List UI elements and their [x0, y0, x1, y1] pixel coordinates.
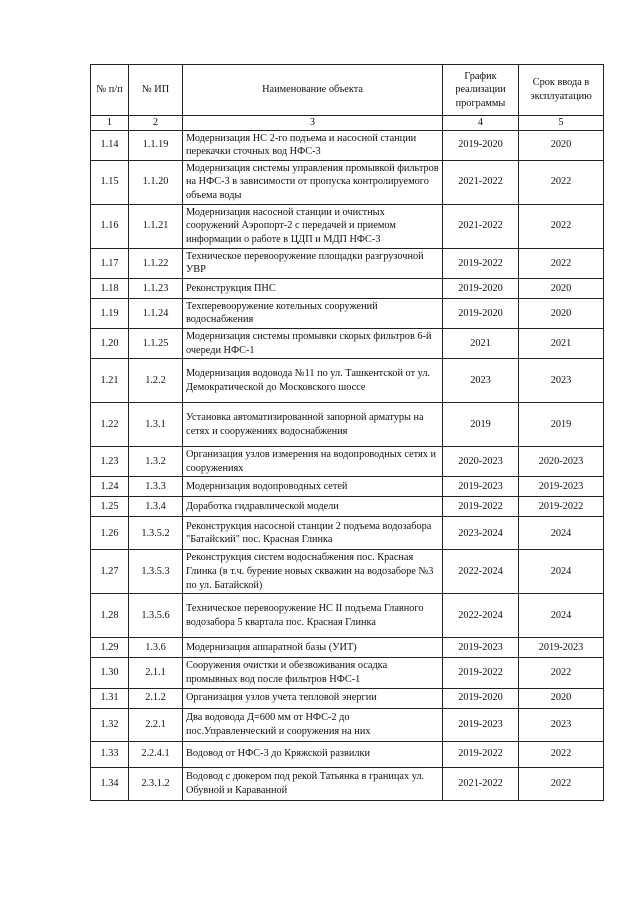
schedule-cell: 2019-2020 — [443, 688, 519, 708]
schedule-cell: 2019-2020 — [443, 298, 519, 328]
commissioning-cell: 2022 — [519, 160, 604, 204]
row-number-cell: 1.34 — [91, 767, 129, 800]
schedule-cell: 2019 — [443, 403, 519, 447]
object-name-cell: Техническое перевооружение площадки разгрузочной УВР — [183, 248, 443, 278]
commissioning-cell: 2024 — [519, 550, 604, 594]
table-row — [91, 550, 604, 594]
table-row — [91, 497, 604, 517]
header-cell-commissioning: Срок ввода в эксплуатацию — [519, 65, 604, 116]
table-row — [91, 298, 604, 328]
object-name-cell: Два водовода Д=600 мм от НФС-2 до пос.Управленческий и сооружения на них — [183, 708, 443, 741]
row-number-cell: 1.22 — [91, 403, 129, 447]
schedule-cell: 2022-2024 — [443, 594, 519, 638]
column-number: 3 — [183, 116, 443, 131]
ip-number-cell: 1.1.20 — [129, 160, 183, 204]
schedule-cell: 2019-2022 — [443, 741, 519, 767]
row-number-cell: 1.23 — [91, 447, 129, 477]
commissioning-cell: 2023 — [519, 708, 604, 741]
table-row — [91, 708, 604, 741]
row-number-cell: 1.30 — [91, 658, 129, 688]
row-number-cell: 1.20 — [91, 329, 129, 359]
header-row — [91, 65, 604, 116]
object-name-cell: Модернизация водопроводных сетей — [183, 477, 443, 497]
ip-number-cell: 1.1.21 — [129, 204, 183, 248]
object-name-cell: Организация узлов измерения на водопроводных сетях и сооружениях — [183, 447, 443, 477]
object-name-cell: Модернизация насосной станции и очистных сооружений Аэропорт-2 с передачей и приемом информации о работе в ЦДП и МДП НФС-3 — [183, 204, 443, 248]
object-name-cell: Организация узлов учета тепловой энергии — [183, 688, 443, 708]
schedule-cell: 2021-2022 — [443, 204, 519, 248]
schedule-cell: 2020-2023 — [443, 447, 519, 477]
table-row — [91, 741, 604, 767]
row-number-cell: 1.16 — [91, 204, 129, 248]
schedule-cell: 2019-2023 — [443, 708, 519, 741]
column-number: 5 — [519, 116, 604, 131]
commissioning-cell: 2024 — [519, 594, 604, 638]
schedule-cell: 2019-2022 — [443, 658, 519, 688]
row-number-cell: 1.26 — [91, 517, 129, 550]
row-number-cell: 1.31 — [91, 688, 129, 708]
schedule-cell: 2019-2023 — [443, 638, 519, 658]
ip-number-cell: 1.1.24 — [129, 298, 183, 328]
schedule-cell: 2023-2024 — [443, 517, 519, 550]
header-cell-number: № п/п — [91, 65, 129, 116]
table-row — [91, 688, 604, 708]
column-numbers-row — [91, 116, 604, 131]
ip-number-cell: 1.3.5.6 — [129, 594, 183, 638]
object-name-cell: Водовод с дюкером под рекой Татьянка в границах ул. Обувной и Караванной — [183, 767, 443, 800]
row-number-cell: 1.25 — [91, 497, 129, 517]
object-name-cell: Техперевооружение котельных сооружений водоснабжения — [183, 298, 443, 328]
ip-number-cell: 1.3.5.2 — [129, 517, 183, 550]
schedule-cell: 2021-2022 — [443, 767, 519, 800]
ip-number-cell: 1.1.25 — [129, 329, 183, 359]
row-number-cell: 1.15 — [91, 160, 129, 204]
table-row — [91, 329, 604, 359]
schedule-cell: 2021-2022 — [443, 160, 519, 204]
ip-number-cell: 2.1.1 — [129, 658, 183, 688]
ip-number-cell: 1.2.2 — [129, 359, 183, 403]
row-number-cell: 1.18 — [91, 278, 129, 298]
object-name-cell: Реконструкция ПНС — [183, 278, 443, 298]
table-row — [91, 638, 604, 658]
commissioning-cell: 2024 — [519, 517, 604, 550]
row-number-cell: 1.27 — [91, 550, 129, 594]
commissioning-cell: 2019-2023 — [519, 477, 604, 497]
row-number-cell: 1.17 — [91, 248, 129, 278]
commissioning-cell: 2023 — [519, 359, 604, 403]
row-number-cell: 1.33 — [91, 741, 129, 767]
table-row — [91, 767, 604, 800]
ip-number-cell: 1.3.6 — [129, 638, 183, 658]
header-cell-ip: № ИП — [129, 65, 183, 116]
object-name-cell: Модернизация системы промывки скорых фильтров 6-й очереди НФС-1 — [183, 329, 443, 359]
column-number: 2 — [129, 116, 183, 131]
table-row — [91, 278, 604, 298]
objects-table — [90, 64, 604, 801]
commissioning-cell: 2022 — [519, 204, 604, 248]
ip-number-cell: 1.1.19 — [129, 130, 183, 160]
commissioning-cell: 2020 — [519, 298, 604, 328]
commissioning-cell: 2019-2023 — [519, 638, 604, 658]
table-row — [91, 359, 604, 403]
object-name-cell: Модернизация аппаратной базы (УИТ) — [183, 638, 443, 658]
ip-number-cell: 2.2.4.1 — [129, 741, 183, 767]
commissioning-cell: 2020 — [519, 688, 604, 708]
table-row — [91, 160, 604, 204]
table-row — [91, 447, 604, 477]
ip-number-cell: 1.3.1 — [129, 403, 183, 447]
ip-number-cell: 2.2.1 — [129, 708, 183, 741]
header-cell-schedule: График реализации программы — [443, 65, 519, 116]
ip-number-cell: 1.3.4 — [129, 497, 183, 517]
object-name-cell: Модернизация НС 2-го подъема и насосной станции перекачки сточных вод НФС-3 — [183, 130, 443, 160]
ip-number-cell: 1.1.22 — [129, 248, 183, 278]
table-row — [91, 658, 604, 688]
ip-number-cell: 1.1.23 — [129, 278, 183, 298]
table-row — [91, 204, 604, 248]
object-name-cell: Сооружения очистки и обезвоживания осадка промывных вод после фильтров НФС-1 — [183, 658, 443, 688]
object-name-cell: Модернизация водовода №11 по ул. Ташкентской от ул. Демократической до Московского шоссе — [183, 359, 443, 403]
table-row — [91, 477, 604, 497]
column-number: 4 — [443, 116, 519, 131]
row-number-cell: 1.14 — [91, 130, 129, 160]
commissioning-cell: 2019 — [519, 403, 604, 447]
ip-number-cell: 1.3.2 — [129, 447, 183, 477]
schedule-cell: 2023 — [443, 359, 519, 403]
commissioning-cell: 2022 — [519, 741, 604, 767]
row-number-cell: 1.28 — [91, 594, 129, 638]
object-name-cell: Реконструкция систем водоснабжения пос. Красная Глинка (в т.ч. бурение новых скважин на водозаборе №3 по ул. Батайской) — [183, 550, 443, 594]
object-name-cell: Модернизация системы управления промывкой фильтров на НФС-3 в зависимости от пропуска контролируемого объема воды — [183, 160, 443, 204]
ip-number-cell: 2.3.1.2 — [129, 767, 183, 800]
commissioning-cell: 2021 — [519, 329, 604, 359]
row-number-cell: 1.32 — [91, 708, 129, 741]
ip-number-cell: 1.3.5.3 — [129, 550, 183, 594]
header-cell-object-name: Наименование объекта — [183, 65, 443, 116]
object-name-cell: Реконструкция насосной станции 2 подъема водозабора "Батайский" пос. Красная Глинка — [183, 517, 443, 550]
object-name-cell: Техническое перевооружение НС II подъема Главного водозабора 5 квартала пос. Красная Глинка — [183, 594, 443, 638]
commissioning-cell: 2022 — [519, 248, 604, 278]
schedule-cell: 2021 — [443, 329, 519, 359]
row-number-cell: 1.24 — [91, 477, 129, 497]
schedule-cell: 2019-2020 — [443, 278, 519, 298]
schedule-cell: 2019-2022 — [443, 248, 519, 278]
table-row — [91, 248, 604, 278]
row-number-cell: 1.19 — [91, 298, 129, 328]
row-number-cell: 1.21 — [91, 359, 129, 403]
table-row — [91, 517, 604, 550]
object-name-cell: Доработка гидравлической модели — [183, 497, 443, 517]
schedule-cell: 2022-2024 — [443, 550, 519, 594]
schedule-cell: 2019-2023 — [443, 477, 519, 497]
ip-number-cell: 1.3.3 — [129, 477, 183, 497]
commissioning-cell: 2020 — [519, 278, 604, 298]
commissioning-cell: 2020-2023 — [519, 447, 604, 477]
table-row — [91, 130, 604, 160]
commissioning-cell: 2019-2022 — [519, 497, 604, 517]
row-number-cell: 1.29 — [91, 638, 129, 658]
commissioning-cell: 2022 — [519, 767, 604, 800]
schedule-cell: 2019-2020 — [443, 130, 519, 160]
commissioning-cell: 2022 — [519, 658, 604, 688]
schedule-cell: 2019-2022 — [443, 497, 519, 517]
table-row — [91, 403, 604, 447]
table-row — [91, 594, 604, 638]
commissioning-cell: 2020 — [519, 130, 604, 160]
ip-number-cell: 2.1.2 — [129, 688, 183, 708]
column-number: 1 — [91, 116, 129, 131]
object-name-cell: Водовод от НФС-3 до Кряжской развилки — [183, 741, 443, 767]
object-name-cell: Установка автоматизированной запорной арматуры на сетях и сооружениях водоснабжения — [183, 403, 443, 447]
